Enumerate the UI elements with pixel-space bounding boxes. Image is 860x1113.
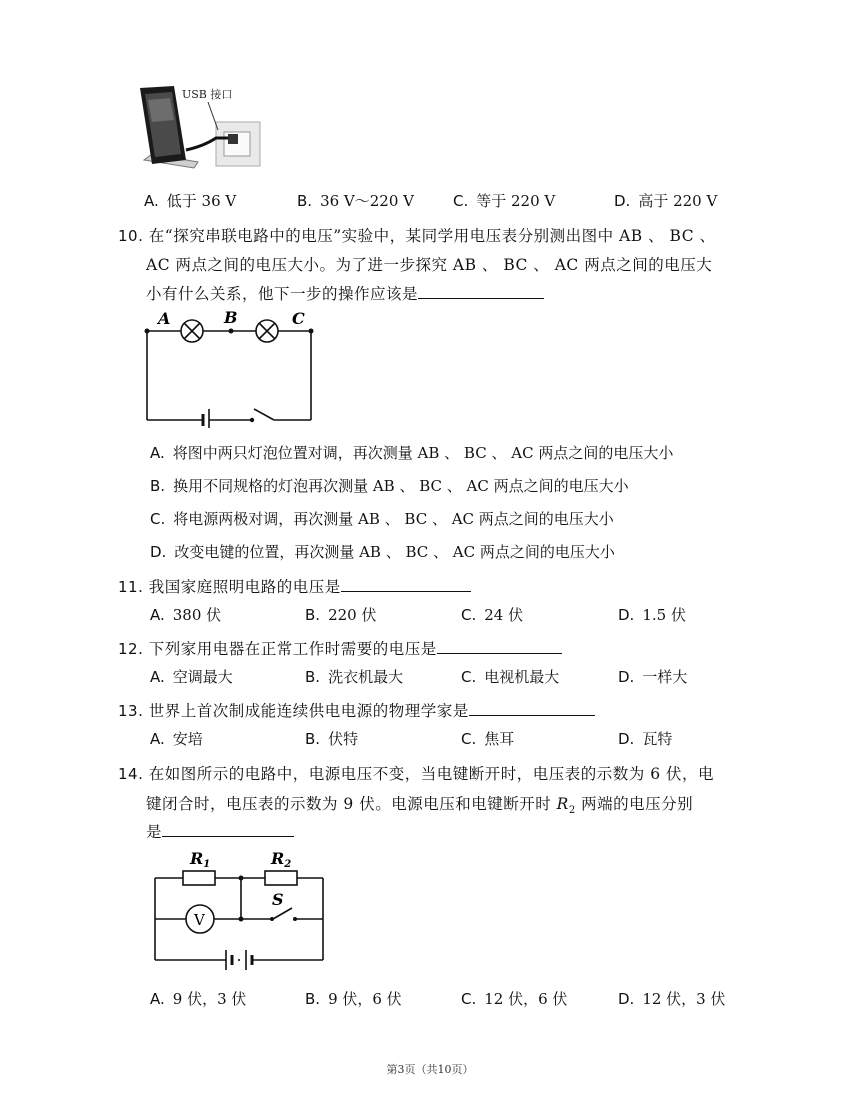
q13-option-b: B. 伏特 [305,730,359,748]
q9-option-b: B. 36 V～220 V [297,192,414,210]
q14-stem-line1: 14. 在如图所示的电路中，电源电压不变，当电键断开时，电压表的示数为 6 伏，电 [118,765,715,783]
point-a-label: A [158,309,171,328]
q14-stem-line2: 键闭合时，电压表的示数为 9 伏。电源电压和电键断开时 $R_2$ 两端的电压分别 [146,795,694,817]
q10-stem-line2: AC 两点之间的电压大小。为了进一步探究 AB 、 BC 、 AC 两点之间的电压大 [146,256,713,274]
q12-stem: 12. 下列家用电器在正常工作时需要的电压是 [118,637,562,659]
r2-label: R [271,849,285,868]
q10-option-b: B. 换用不同规格的灯泡再次测量 AB 、 BC 、 AC 两点之间的电压大小 [150,477,629,495]
answer-blank [162,835,294,837]
q14-stem-line3: 是 [146,820,294,842]
r1-subscript: 1 [203,859,211,870]
point-c-label: C [292,309,305,328]
switch-label: S [272,890,284,909]
q12-option-d: D. 一样大 [618,668,688,686]
voltmeter-label: V [194,911,205,929]
q10-circuit-diagram [140,306,320,428]
q11-option-c: C. 24 伏 [461,606,524,624]
usb-port-label: USB 接口 [182,88,233,101]
svg-text:R2 [270,849,291,870]
phone-charging-image [134,80,264,172]
q10-option-a: A. 将图中两只灯泡位置对调，再次测量 AB 、 BC 、 AC 两点之间的电压大小 [150,444,674,462]
r2-subscript: 2 [284,859,292,870]
q14-option-c: C. 12 伏，6 伏 [461,990,568,1008]
q9-option-c: C. 等于 220 V [453,192,556,210]
answer-blank [437,652,562,654]
q11-option-d: D. 1.5 伏 [618,606,686,624]
point-b-label: B [224,308,238,327]
answer-blank [469,714,595,716]
q10-stem-line1: 10. 在“探究串联电路中的电压”实验中，某同学用电压表分别测出图中 AB 、 BC 、 [118,227,716,245]
q9-option-d: D. 高于 220 V [614,192,718,210]
q14-circuit-diagram [150,846,330,974]
q12-option-b: B. 洗衣机最大 [305,668,404,686]
q12-option-c: C. 电视机最大 [461,668,560,686]
q14-option-b: B. 9 伏，6 伏 [305,990,402,1008]
svg-text:R1 [189,849,210,870]
r1-label: R [190,849,204,868]
q13-stem: 13. 世界上首次制成能连续供电电源的物理学家是 [118,699,595,721]
answer-blank [341,590,471,592]
answer-blank [418,297,544,299]
q10-option-c: C. 将电源两极对调，再次测量 AB 、 BC 、 AC 两点之间的电压大小 [150,510,614,528]
q12-option-a: A. 空调最大 [150,668,233,686]
q11-option-b: B. 220 伏 [305,606,377,624]
page-footer: 第3页（共10页） [386,1063,474,1076]
q10-option-d: D. 改变电键的位置，再次测量 AB 、 BC 、 AC 两点之间的电压大小 [150,543,615,561]
q11-option-a: A. 380 伏 [150,606,222,624]
q13-option-a: A. 安培 [150,730,203,748]
q13-option-c: C. 焦耳 [461,730,515,748]
q14-option-d: D. 12 伏，3 伏 [618,990,726,1008]
q9-option-a: A. 低于 36 V [144,192,237,210]
q10-stem-line3: 小有什么关系，他下一步的操作应该是 [146,282,544,304]
q11-stem: 11. 我国家庭照明电路的电压是 [118,575,471,597]
q14-option-a: A. 9 伏，3 伏 [150,990,247,1008]
q13-option-d: D. 瓦特 [618,730,673,748]
